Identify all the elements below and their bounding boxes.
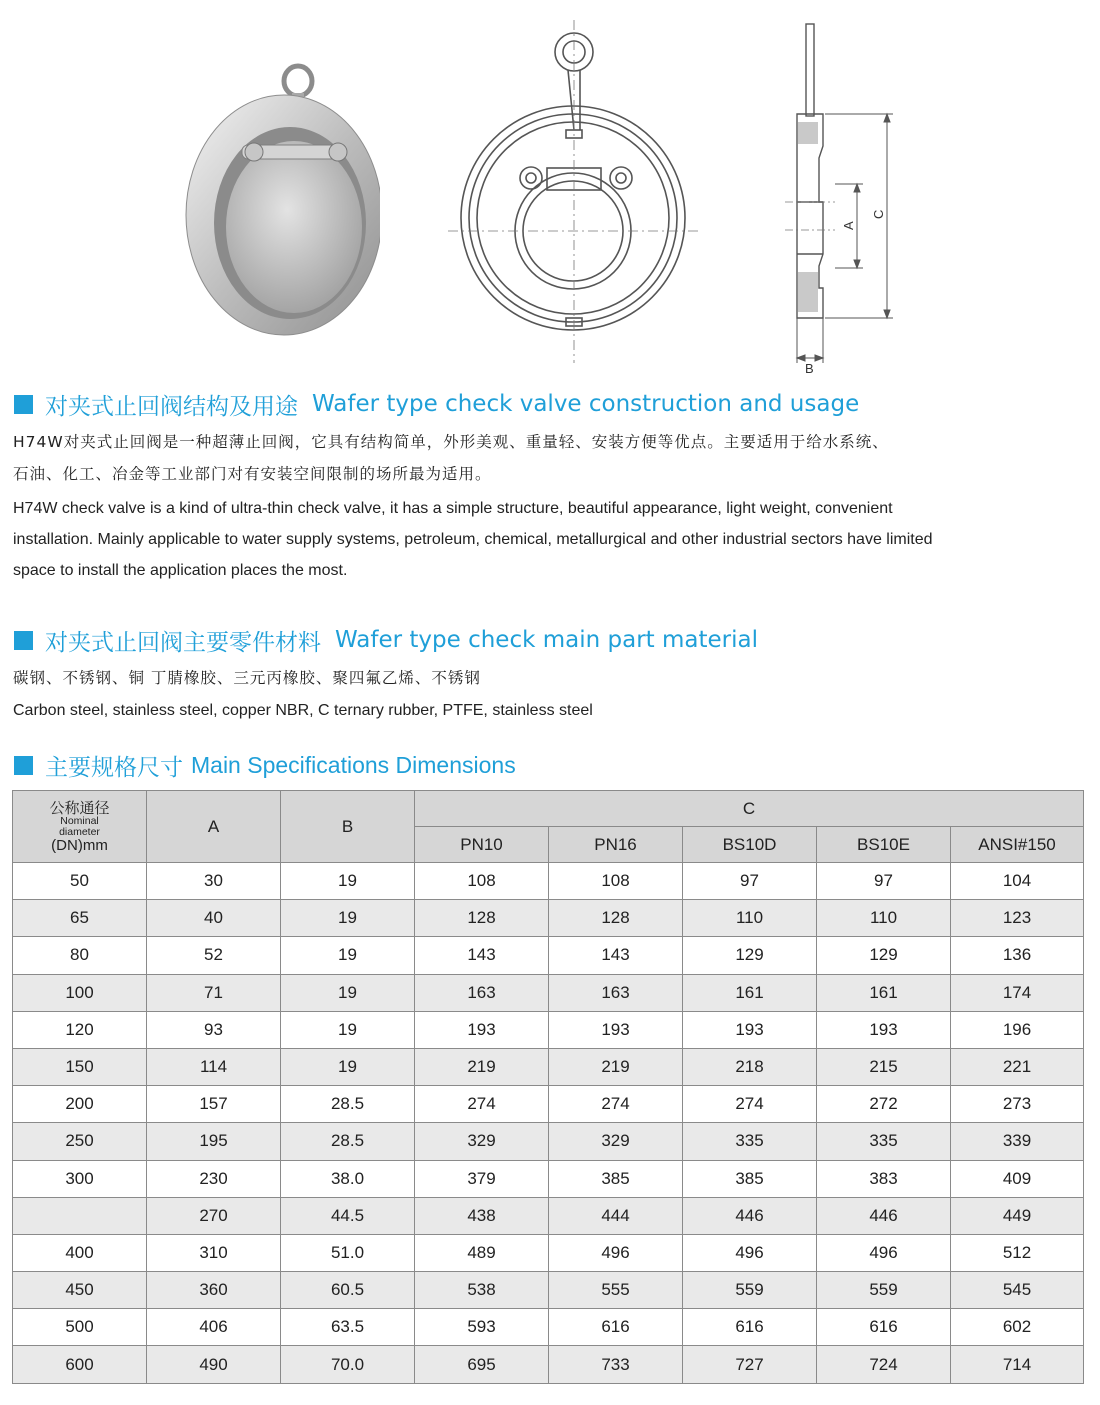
table-row: [13, 937, 1084, 974]
table-cell: 71: [147, 974, 281, 1011]
specifications-table: [12, 790, 1084, 1384]
table-cell: 51.0: [281, 1234, 415, 1271]
table-row: [13, 900, 1084, 937]
table-cell: 174: [951, 974, 1084, 1011]
table-cell: 438: [415, 1197, 549, 1234]
table-cell: 52: [147, 937, 281, 974]
table-row: [13, 1309, 1084, 1346]
dimension-label-a: A: [841, 221, 856, 230]
table-cell: 339: [951, 1123, 1084, 1160]
table-row: [13, 1272, 1084, 1309]
table-cell: 593: [415, 1309, 549, 1346]
text-line: installation. Mainly applicable to water supply systems, petroleum, chemical, metallurgical and other industrial sectors have limited: [13, 531, 933, 548]
table-cell: 733: [549, 1346, 683, 1383]
table-cell: 602: [951, 1309, 1084, 1346]
header-ansi150: ANSI#150: [951, 827, 1084, 863]
table-cell: 70.0: [281, 1346, 415, 1383]
header-dn-en: Nominal: [60, 814, 99, 827]
table-cell: 300: [13, 1160, 147, 1197]
table-cell: 559: [817, 1272, 951, 1309]
construction-text-en: [13, 493, 1088, 586]
table-cell: 274: [549, 1086, 683, 1123]
table-cell: 200: [13, 1086, 147, 1123]
header-dn-unit: (DN)mm: [51, 836, 108, 854]
material-text-en: [13, 695, 1088, 726]
table-cell: 161: [817, 974, 951, 1011]
figure-area: [0, 0, 1100, 385]
table-cell: 409: [951, 1160, 1084, 1197]
table-cell: 383: [817, 1160, 951, 1197]
table-cell: 489: [415, 1234, 549, 1271]
table-cell: 444: [549, 1197, 683, 1234]
table-cell: 136: [951, 937, 1084, 974]
section-material-title: [14, 624, 758, 656]
table-cell: 385: [549, 1160, 683, 1197]
table-cell: 195: [147, 1123, 281, 1160]
section-title-cn: 主要规格尺寸: [45, 754, 183, 781]
header-a: A: [147, 791, 281, 863]
table-cell: 163: [415, 974, 549, 1011]
table-cell: 19: [281, 974, 415, 1011]
header-pn16: PN16: [549, 827, 683, 863]
table-cell: 193: [549, 1011, 683, 1048]
table-cell: 446: [817, 1197, 951, 1234]
construction-text-cn: [13, 426, 1088, 490]
text-line: Carbon steel, stainless steel, copper NBR, C ternary rubber, PTFE, stainless steel: [13, 702, 593, 719]
table-cell: 335: [683, 1123, 817, 1160]
text-line: H74W对夹式止回阀是一种超薄止回阀，它具有结构简单，外形美观、重量轻、安装方便等优点。主要适用于给水系统、: [13, 433, 889, 451]
header-pn10: PN10: [415, 827, 549, 863]
table-cell: 97: [683, 863, 817, 900]
table-cell: [13, 1197, 147, 1234]
section-title-cn: 对夹式止回阀结构及用途: [45, 393, 298, 420]
table-cell: 143: [549, 937, 683, 974]
table-cell: 110: [817, 900, 951, 937]
table-cell: 449: [951, 1197, 1084, 1234]
table-cell: 379: [415, 1160, 549, 1197]
dimension-label-b: B: [805, 361, 814, 376]
table-cell: 63.5: [281, 1309, 415, 1346]
table-cell: 19: [281, 1048, 415, 1085]
section-title-en: Main Specifications Dimensions: [191, 751, 516, 778]
table-cell: 555: [549, 1272, 683, 1309]
table-cell: 385: [683, 1160, 817, 1197]
table-cell: 114: [147, 1048, 281, 1085]
table-cell: 616: [683, 1309, 817, 1346]
table-row: [13, 1086, 1084, 1123]
table-cell: 129: [683, 937, 817, 974]
text-line: H74W check valve is a kind of ultra-thin check valve, it has a simple structure, beautiful appearance, light weight, convenient: [13, 500, 893, 517]
section-title-cn: 对夹式止回阀主要零件材料: [45, 629, 321, 656]
table-cell: 104: [951, 863, 1084, 900]
table-cell: 157: [147, 1086, 281, 1123]
table-cell: 274: [415, 1086, 549, 1123]
table-cell: 400: [13, 1234, 147, 1271]
table-cell: 496: [549, 1234, 683, 1271]
table-cell: 406: [147, 1309, 281, 1346]
square-bullet-icon: [14, 756, 33, 775]
header-dn-en: diameter: [59, 825, 100, 838]
table-cell: 329: [415, 1123, 549, 1160]
table-cell: 274: [683, 1086, 817, 1123]
dimension-label-c: C: [871, 209, 886, 219]
header-c: C: [415, 791, 1084, 827]
table-row: [13, 1234, 1084, 1271]
table-cell: 44.5: [281, 1197, 415, 1234]
section-title-en: Wafer type check main part material: [335, 627, 758, 653]
table-cell: 150: [13, 1048, 147, 1085]
table-cell: 218: [683, 1048, 817, 1085]
valve-front-drawing: [448, 18, 698, 363]
table-cell: 19: [281, 900, 415, 937]
valve-section-drawing: [775, 18, 915, 378]
table-cell: 273: [951, 1086, 1084, 1123]
table-cell: 335: [817, 1123, 951, 1160]
header-dn-cn: 公称通径: [49, 799, 110, 817]
table-cell: 272: [817, 1086, 951, 1123]
table-cell: 512: [951, 1234, 1084, 1271]
table-cell: 100: [13, 974, 147, 1011]
table-cell: 19: [281, 1011, 415, 1048]
table-cell: 500: [13, 1309, 147, 1346]
square-bullet-icon: [14, 631, 33, 650]
table-row: [13, 1160, 1084, 1197]
section-title-en: Wafer type check valve construction and usage: [312, 391, 860, 417]
table-cell: 250: [13, 1123, 147, 1160]
table-cell: 123: [951, 900, 1084, 937]
table-row: [13, 1197, 1084, 1234]
table-cell: 219: [549, 1048, 683, 1085]
table-cell: 496: [817, 1234, 951, 1271]
table-cell: 446: [683, 1197, 817, 1234]
table-cell: 97: [817, 863, 951, 900]
table-cell: 163: [549, 974, 683, 1011]
table-row: [13, 1346, 1084, 1383]
table-cell: 196: [951, 1011, 1084, 1048]
table-cell: 193: [683, 1011, 817, 1048]
table-cell: 714: [951, 1346, 1084, 1383]
table-cell: 221: [951, 1048, 1084, 1085]
table-cell: 329: [549, 1123, 683, 1160]
table-cell: 120: [13, 1011, 147, 1048]
table-cell: 230: [147, 1160, 281, 1197]
table-cell: 193: [817, 1011, 951, 1048]
table-cell: 108: [415, 863, 549, 900]
table-cell: 128: [415, 900, 549, 937]
table-cell: 545: [951, 1272, 1084, 1309]
header-nominal-diameter: [13, 791, 147, 863]
table-cell: 65: [13, 900, 147, 937]
material-text-cn: [13, 662, 1088, 694]
table-cell: 600: [13, 1346, 147, 1383]
table-cell: 108: [549, 863, 683, 900]
table-cell: 110: [683, 900, 817, 937]
table-cell: 80: [13, 937, 147, 974]
table-row: [13, 1011, 1084, 1048]
table-cell: 38.0: [281, 1160, 415, 1197]
table-cell: 19: [281, 937, 415, 974]
text-line: space to install the application places the most.: [13, 562, 348, 579]
table-cell: 310: [147, 1234, 281, 1271]
section-dimensions-title: [14, 749, 516, 781]
table-cell: 60.5: [281, 1272, 415, 1309]
table-cell: 559: [683, 1272, 817, 1309]
table-row: [13, 974, 1084, 1011]
table-cell: 193: [415, 1011, 549, 1048]
table-cell: 490: [147, 1346, 281, 1383]
valve-photo: [180, 55, 380, 370]
table-cell: 30: [147, 863, 281, 900]
header-b: B: [281, 791, 415, 863]
table-cell: 50: [13, 863, 147, 900]
table-cell: 128: [549, 900, 683, 937]
table-cell: 450: [13, 1272, 147, 1309]
square-bullet-icon: [14, 395, 33, 414]
table-cell: 616: [817, 1309, 951, 1346]
table-row: [13, 1123, 1084, 1160]
table-cell: 129: [817, 937, 951, 974]
table-cell: 93: [147, 1011, 281, 1048]
table-cell: 616: [549, 1309, 683, 1346]
header-bs10d: BS10D: [683, 827, 817, 863]
table-cell: 143: [415, 937, 549, 974]
table-row: [13, 1048, 1084, 1085]
table-cell: 727: [683, 1346, 817, 1383]
table-cell: 40: [147, 900, 281, 937]
section-construction-title: [14, 388, 859, 420]
header-bs10e: BS10E: [817, 827, 951, 863]
table-cell: 28.5: [281, 1123, 415, 1160]
table-row: [13, 863, 1084, 900]
table-cell: 19: [281, 863, 415, 900]
text-line: 石油、化工、冶金等工业部门对有安装空间限制的场所最为适用。: [13, 465, 492, 483]
table-cell: 161: [683, 974, 817, 1011]
text-line: 碳钢、不锈钢、铜 丁腈橡胶、三元丙橡胶、聚四氟乙烯、不锈钢: [13, 669, 481, 687]
table-cell: 28.5: [281, 1086, 415, 1123]
table-cell: 724: [817, 1346, 951, 1383]
table-cell: 496: [683, 1234, 817, 1271]
table-cell: 219: [415, 1048, 549, 1085]
table-cell: 270: [147, 1197, 281, 1234]
table-cell: 695: [415, 1346, 549, 1383]
table-cell: 215: [817, 1048, 951, 1085]
table-cell: 360: [147, 1272, 281, 1309]
table-cell: 538: [415, 1272, 549, 1309]
